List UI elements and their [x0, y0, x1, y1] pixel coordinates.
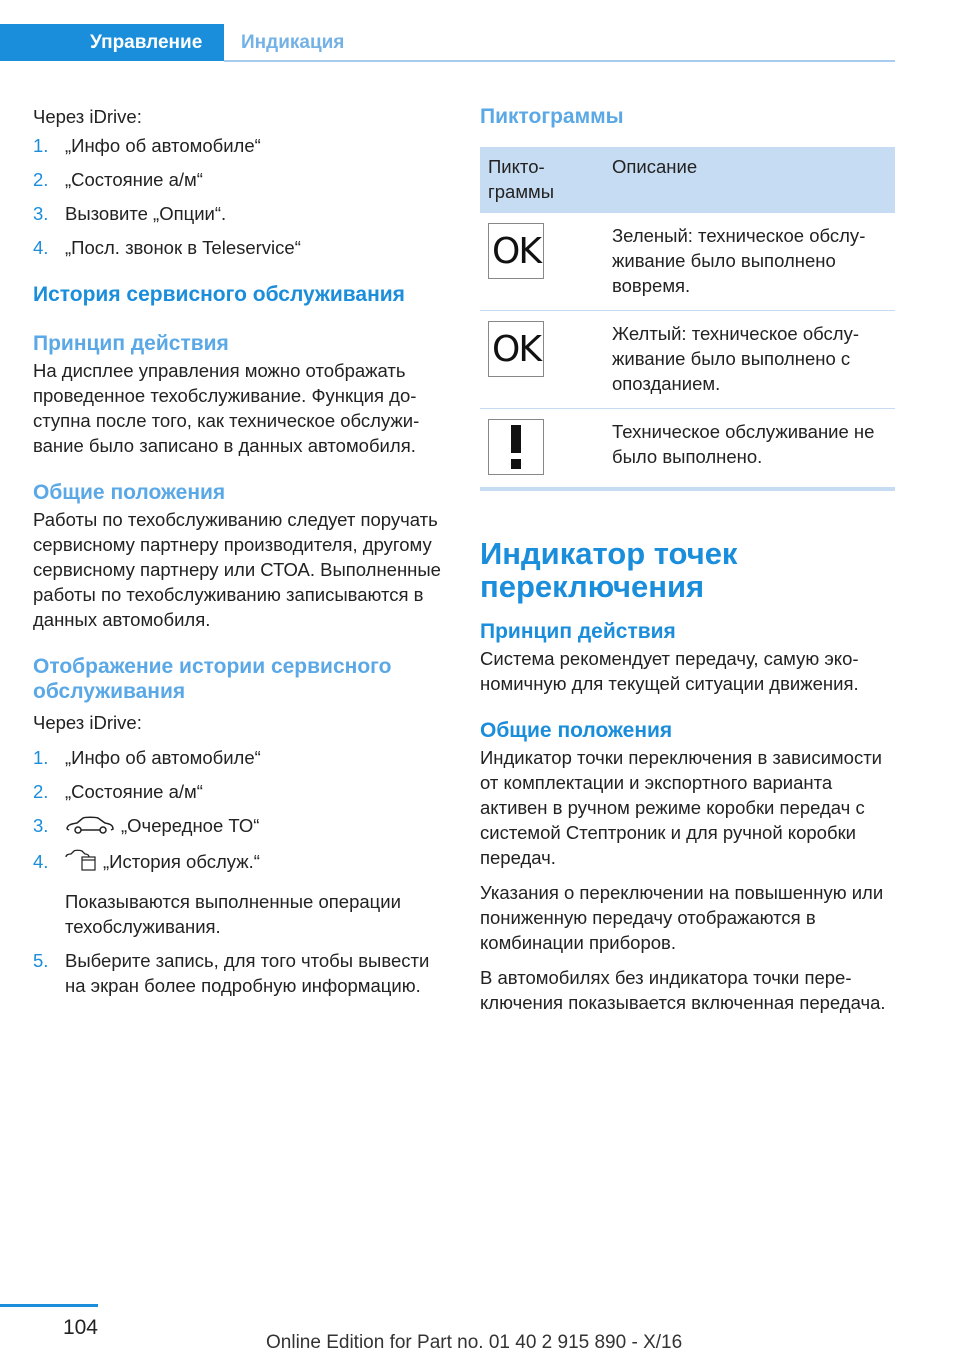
step-text: „Инфо об автомобиле“	[65, 135, 261, 156]
list-item	[33, 133, 448, 158]
list-item	[33, 948, 448, 998]
step-number: 3.	[33, 815, 49, 836]
general-text-3: В автомобилях без индикатора точки переключения показывается включенная передача.	[480, 967, 886, 1013]
steps-list-2	[33, 745, 448, 998]
step-number: 2.	[33, 169, 49, 190]
intro-text: Через iDrive:	[33, 106, 142, 127]
list-item	[33, 201, 448, 226]
step-text: „История обслуж.“	[103, 851, 260, 873]
general-text-2: Указания о переключении на повышенную или пониженную передачу отображаются в комбинации приборов.	[480, 882, 884, 953]
table-cell: Желтый: техническое обслуживание было выполнено с опозданием.	[604, 311, 895, 409]
right-column	[480, 104, 895, 1015]
list-item	[33, 849, 448, 939]
step-number: 4.	[33, 237, 49, 258]
step-number: 4.	[33, 851, 49, 873]
list-item	[33, 235, 448, 260]
edition-text: Online Edition for Part no. 01 40 2 915 890 - X/16	[266, 1332, 683, 1353]
table-row	[480, 409, 895, 490]
table-cell: Зеленый: техническое обслуживание было выполнено вовремя.	[604, 213, 895, 311]
exclamation-icon	[488, 419, 544, 475]
column-header: Пиктограммы	[480, 147, 604, 213]
heading-principle-right: Принцип действия	[480, 620, 676, 643]
heading-general: Общие положения	[33, 481, 226, 504]
tab-indikaciya[interactable]: Индикация	[241, 32, 345, 53]
footer-bar	[0, 1304, 98, 1307]
step-text: „Очередное ТО“	[121, 815, 260, 836]
steps-list-1	[33, 133, 448, 260]
heading-pictograms: Пиктограммы	[480, 105, 624, 128]
step-number: 3.	[33, 203, 49, 224]
left-column	[33, 104, 448, 998]
step-note: Показываются выполненные операции техобслуживания.	[65, 891, 401, 938]
step-text: „Посл. звонок в Teleservice“	[65, 237, 301, 258]
principle-text: На дисплее управления можно отображать проведенное техобслуживание. Функция доступна после того, как техническое обслуживание было записано в данных автомобиля.	[33, 360, 420, 456]
list-item	[33, 813, 448, 840]
table-cell: Техническое обслуживание не было выполнено.	[604, 409, 895, 490]
list-item	[33, 167, 448, 192]
car-calendar-icon	[65, 849, 97, 877]
list-item	[33, 745, 448, 770]
general-text: Работы по техобслуживанию следует поручать сервисному партнеру производителя, другому сервисному партнеру или СТОА. Выполненные работы по техобслуживанию записываются в данных автомобиля.	[33, 509, 441, 630]
car-icon	[65, 814, 115, 840]
step-number: 5.	[33, 950, 49, 972]
table-row	[480, 213, 895, 311]
step-text: „Состояние а/м“	[65, 169, 203, 190]
heading-shift-indicator: Индикатор точек переключения	[480, 536, 738, 604]
list-item	[33, 779, 448, 804]
heading-general-right: Общие положения	[480, 719, 673, 742]
heading-principle: Принцип действия	[33, 332, 229, 355]
column-header: Описание	[604, 147, 895, 213]
ok-green-icon: OK	[488, 223, 544, 279]
header-bar	[0, 0, 960, 62]
step-number: 1.	[33, 135, 49, 156]
heading-display-history: Отображение истории сервисного обслуживания	[33, 655, 392, 703]
step-text: Вызовите „Опции“.	[65, 203, 227, 224]
heading-service-history: История сервисного обслуживания	[33, 283, 405, 306]
step-text: „Инфо об автомобиле“	[65, 747, 261, 768]
table-row	[480, 311, 895, 409]
general-text-1: Индикатор точки переключения в зависимости от комплектации и экспортного варианта активен в ручном режиме коробки передач с системой Стептроник и для ручной коробки передач.	[480, 747, 882, 868]
page-number: 104	[62, 1316, 98, 1339]
principle-text-right: Система рекомендует передачу, самую экономичную для текущей ситуации движения.	[480, 648, 859, 694]
pictogram-table	[480, 147, 895, 491]
step-text: „Состояние а/м“	[65, 781, 203, 802]
intro-text-2: Через iDrive:	[33, 712, 142, 733]
step-number: 2.	[33, 781, 49, 802]
step-text: Выберите запись, для того чтобы вывести на экран более подробную информацию.	[65, 950, 430, 997]
step-number: 1.	[33, 747, 49, 768]
header-divider	[224, 60, 895, 62]
table-header-row	[480, 147, 895, 213]
ok-yellow-icon: OK	[488, 321, 544, 377]
tab-upravlenie[interactable]: Управление	[0, 24, 224, 61]
